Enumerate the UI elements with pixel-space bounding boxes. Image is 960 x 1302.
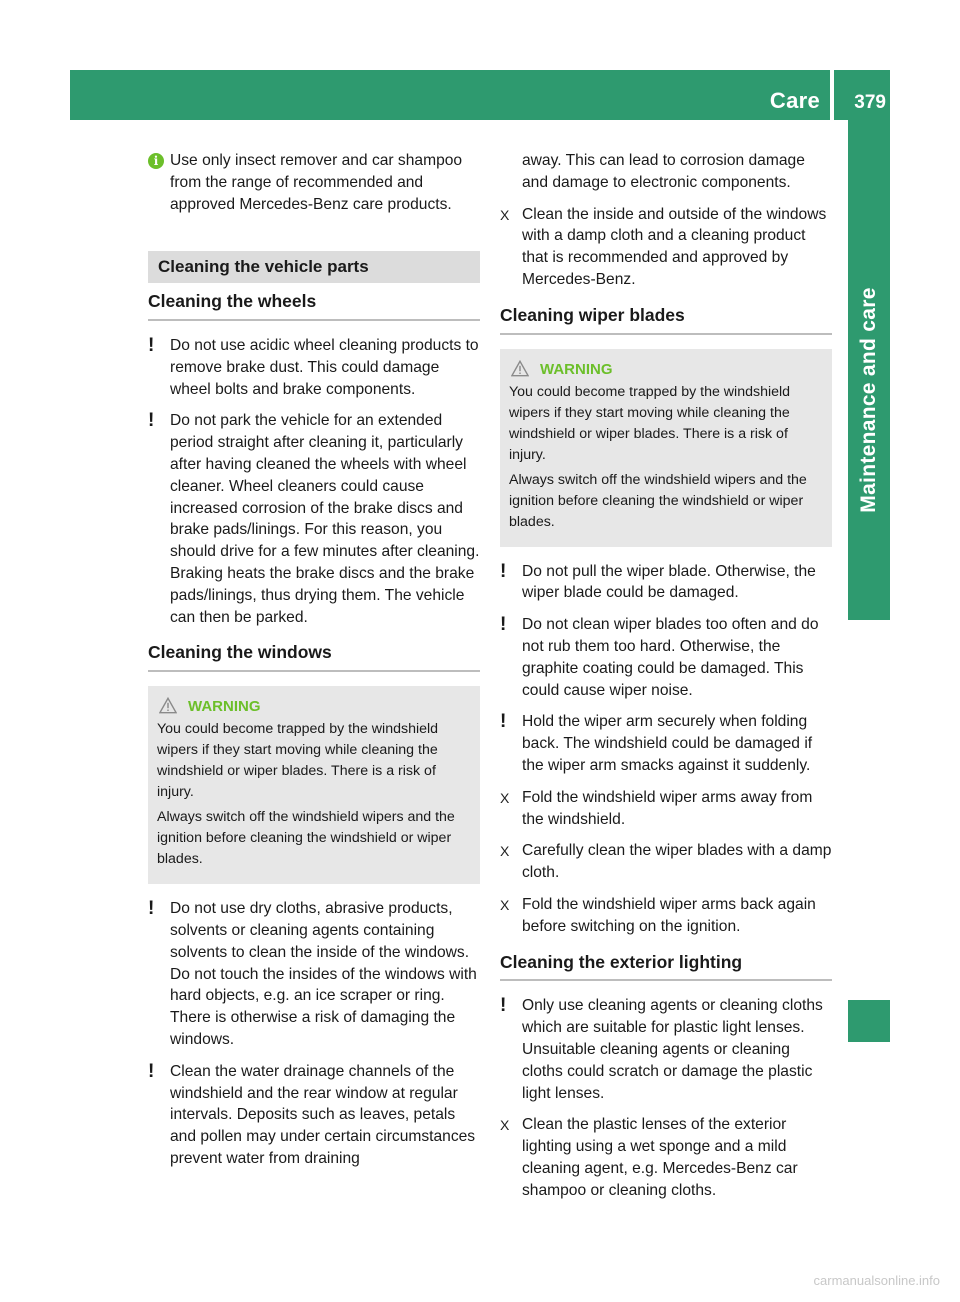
section-title: Care — [769, 88, 820, 113]
warning-text: Always switch off the windshield wipers and the ignition before cleaning the windshield or wiper blades. — [509, 471, 807, 530]
section-heading: Cleaning the vehicle parts — [148, 251, 480, 283]
notice — [148, 898, 480, 1051]
page-number: 379 — [854, 92, 886, 113]
lighting-heading: Cleaning the exterior lighting — [500, 952, 832, 982]
page-header-bar — [70, 70, 890, 120]
info-note — [148, 150, 480, 215]
notice-text: Only use cleaning agents or cleaning cloths which are suitable for plastic light lenses. Unsuitable cleaning agents or cleaning cloths could scratch or damage the plastic light lenses. — [522, 997, 823, 1102]
info-icon: i — [148, 153, 164, 169]
watermark-footer[interactable]: carmanualsonline.info — [813, 1273, 940, 1288]
step — [500, 1114, 832, 1201]
notice — [500, 711, 832, 776]
header-divider — [830, 70, 834, 120]
notice — [148, 1061, 480, 1170]
warning-label: WARNING — [540, 360, 613, 378]
notice-icon: ! — [148, 1060, 155, 1082]
step-text: Fold the windshield wiper arms away from the windshield. — [522, 788, 813, 828]
notice-icon: ! — [500, 995, 507, 1017]
notice — [500, 561, 832, 605]
notice-icon: ! — [500, 614, 507, 636]
step-text: Clean the plastic lenses of the exterior lighting using a wet sponge and a mild cleaning agent, e.g. Mercedes-Benz car shampoo or cleaning cloths. — [522, 1116, 798, 1199]
step-text: Clean the inside and outside of the windows with a damp cloth and a cleaning product that is recommended and approved by Mercedes-Benz. — [522, 205, 827, 288]
step-icon: X — [500, 843, 510, 860]
step-icon: X — [500, 789, 510, 806]
notice — [500, 995, 832, 1104]
notice-text: Do not use dry cloths, abrasive products, solvents or cleaning agents containing solvents to clean the inside of the windows. Do not touch the insides of the windows with hard objects, e.g. an ice scraper or ring. There is otherwise a risk of damaging the windows. — [170, 900, 477, 1048]
side-marker — [848, 1000, 890, 1042]
warning-label: WARNING — [188, 698, 261, 716]
notice-text: Clean the water drainage channels of the windshield and the rear window at regular intervals. Deposits such as leaves, petals and pollen may under certain circumstances prevent water from draining — [170, 1062, 476, 1167]
notice-icon: ! — [148, 898, 155, 920]
notice-icon: ! — [148, 334, 155, 356]
step — [500, 894, 832, 938]
step-icon: X — [500, 1117, 510, 1134]
notice-text: Do not clean wiper blades too often and do not rub them too hard. Otherwise, the graphite coating could be damaged. This could cause wiper noise. — [522, 616, 819, 699]
step — [500, 787, 832, 831]
continued-text — [500, 150, 832, 194]
right-column — [500, 150, 832, 1212]
side-tab-label: Maintenance and care — [857, 287, 880, 513]
continued-text-body: away. This can lead to corrosion damage and damage to electronic components. — [522, 152, 805, 191]
notice-icon: ! — [148, 410, 155, 432]
notice-text: Hold the wiper arm securely when folding back. The windshield could be damaged if the wiper arm smacks against it suddenly. — [522, 713, 813, 774]
notice-text: Do not park the vehicle for an extended period straight after cleaning it, particularly after having cleaned the wheels with wheel cleaner. Wheel cleaners could cause increased corrosion of the brake discs and brake pads/linings. For this reason, you should drive for a few minutes after cleaning. Braking heats the brake discs and the brake pads/linings, thus drying them. The vehicle can then be parked. — [170, 412, 480, 626]
warning-box — [148, 686, 480, 884]
left-column — [148, 150, 480, 1180]
step-text: Carefully clean the wiper blades with a damp cloth. — [522, 842, 832, 882]
notice — [148, 410, 480, 628]
notice — [148, 335, 480, 400]
warning-header — [157, 696, 471, 717]
step-text: Fold the windshield wiper arms back again before switching on the ignition. — [522, 895, 816, 935]
step — [500, 204, 832, 291]
warning-text: You could become trapped by the windshield wipers if they start moving while cleaning the windshield or wiper blades. There is a risk of injury. — [157, 721, 439, 801]
warning-box — [500, 349, 832, 547]
warning-header — [509, 359, 823, 380]
notice-text: Do not pull the wiper blade. Otherwise, the wiper blade could be damaged. — [522, 562, 816, 602]
wheels-heading: Cleaning the wheels — [148, 291, 480, 321]
wipers-heading: Cleaning wiper blades — [500, 305, 832, 335]
notice-icon: ! — [500, 711, 507, 733]
step-icon: X — [500, 896, 510, 913]
warning-text: You could become trapped by the windshield wipers if they start moving while cleaning the windshield or wiper blades. There is a risk of injury. — [509, 383, 791, 463]
info-text: Use only insect remover and car shampoo from the range of recommended and approved Mercedes-Benz care products. — [170, 152, 463, 213]
warning-triangle-icon — [159, 697, 177, 714]
warning-triangle-icon — [511, 360, 529, 377]
notice-text: Do not use acidic wheel cleaning products to remove brake dust. This could damage wheel bolts and brake components. — [170, 336, 479, 398]
notice-icon: ! — [500, 560, 507, 582]
windows-heading: Cleaning the windows — [148, 642, 480, 672]
step — [500, 840, 832, 884]
warning-text: Always switch off the windshield wipers and the ignition before cleaning the windshield or wiper blades. — [157, 809, 455, 868]
side-tab[interactable] — [848, 120, 890, 620]
notice — [500, 614, 832, 701]
step-icon: X — [500, 206, 510, 223]
